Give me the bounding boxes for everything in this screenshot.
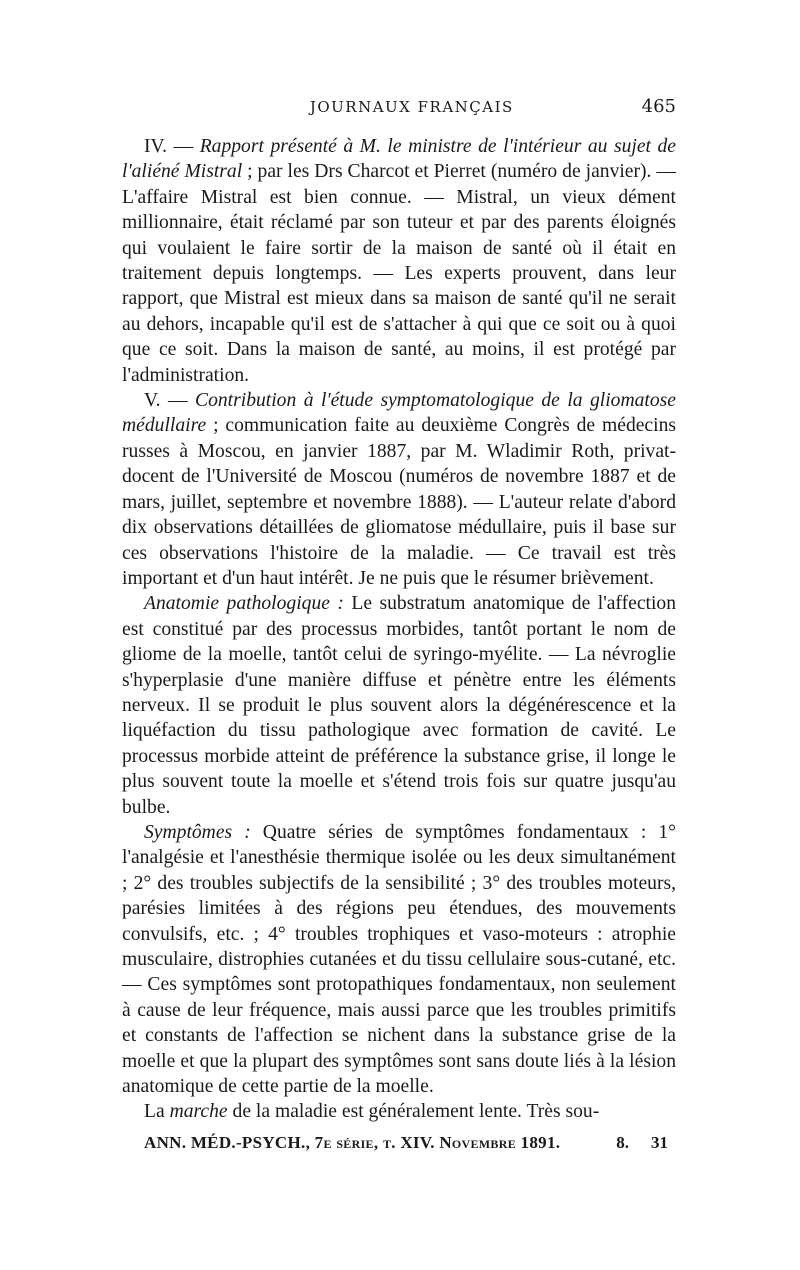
paragraph-text: Le substratum anatomique de l'affection est constitué par des processus morbides, tantôt portant le nom de gliome de la moelle, tantôt celui de syringo-myélite. — La névroglie s'hyperplasie d'une manière diffuse et pénètre entre les éléments nerveux. Il se produit le plus souvent alors la dégénérescence et la liquéfaction du tissu pathologique avec formation de cavité. Le processus morbide atteint de préférence la substance grise, il longe le plus souvent toute la moelle et s'étend trois fois sur quatre jusqu'au bulbe.: [122, 593, 676, 818]
paragraph-iv: [122, 134, 676, 388]
section-number: V. —: [144, 390, 196, 412]
running-title: JOURNAUX FRANÇAIS: [309, 98, 514, 116]
paragraph-lead: La: [144, 1101, 170, 1123]
signature-b: 31: [651, 1132, 668, 1152]
paragraph-anatomie: [122, 591, 676, 820]
section-number: IV. —: [144, 136, 200, 157]
signature-a: 8.: [616, 1132, 629, 1152]
journal-citation: ANN. MÉD.-PSYCH., 7e série, t. XIV. Novembre 1891.: [144, 1132, 561, 1152]
paragraph-text: ; communication faite au deuxième Congrès de médecins russes à Moscou, en janvier 1887, par M. Wladimir Roth, privat-docent de l'Université de Moscou (numéros de novembre 1887 et de mars, juillet, septembre et novembre 1888). — L'auteur relate d'abord dix observations détaillées de gliomatose médullaire, puis il base sur ces observations l'histoire de la maladie. — Ce travail est très important et d'un haut intérêt. Je ne puis que le résumer brièvement.: [122, 415, 676, 589]
subsection-title: Anatomie pathologique :: [144, 593, 344, 615]
body-text: [122, 134, 676, 1125]
subsection-title: marche: [169, 1101, 228, 1123]
section-title: Rapport présenté à M. le ministre de l'intérieur au sujet de l'aliéné Mistral: [122, 136, 676, 183]
page-footer: [122, 1133, 676, 1153]
subsection-title: Symptômes :: [144, 821, 251, 843]
paragraph-text: Quatre séries de symptômes fondamentaux : 1° l'analgésie et l'anesthésie thermique isolée ou les deux simultanément ; 2° des troubles subjectifs de la sensibilité ; 3° des troubles moteurs, parésies limitées à des régions peu étendues, des mouvements convulsifs, etc. ; 4° troubles trophiques et vaso-moteurs : atrophie musculaire, distrophies cutanées et du tissu cellulaire sous-cutané, etc. — Ces symptômes sont protopathiques fondamentaux, non seulement à cause de leur fréquence, mais aussi parce que les troubles primitifs et constants de l'affection se nichent dans la substance grise de la moelle et que la plupart des symptômes sont sans doute liés à la lésion anatomique de cette partie de la moelle.: [122, 821, 677, 1098]
paragraph-text: ; par les Drs Charcot et Pierret (numéro de janvier). — L'affaire Mistral est bien connue. — Mistral, un vieux dément millionnaire, était réclamé par son tuteur et par des parents éloignés qui voulaient le faire sortir de la maison de santé où il était en traitement depuis longtemps. — Les experts prouvent, dans leur rapport, que Mistral est mieux dans sa maison de santé qu'il ne serait au dehors, incapable qu'il est de s'attacher à qui que ce soit ou à quoi que ce soit. Dans la maison de santé, au moins, il est protégé par l'administration.: [122, 161, 677, 386]
page-number: 465: [641, 96, 676, 117]
section-title: Contribution à l'étude symptomatologique de la gliomatose médullaire: [122, 390, 676, 437]
paragraph-symptomes: [122, 820, 676, 1099]
signature-marks: [616, 1133, 668, 1153]
page-header: [122, 96, 676, 130]
paragraph-marche: [122, 1099, 676, 1124]
paragraph-v: [122, 388, 676, 591]
paragraph-text: de la maladie est généralement lente. Très sou-: [227, 1101, 600, 1123]
